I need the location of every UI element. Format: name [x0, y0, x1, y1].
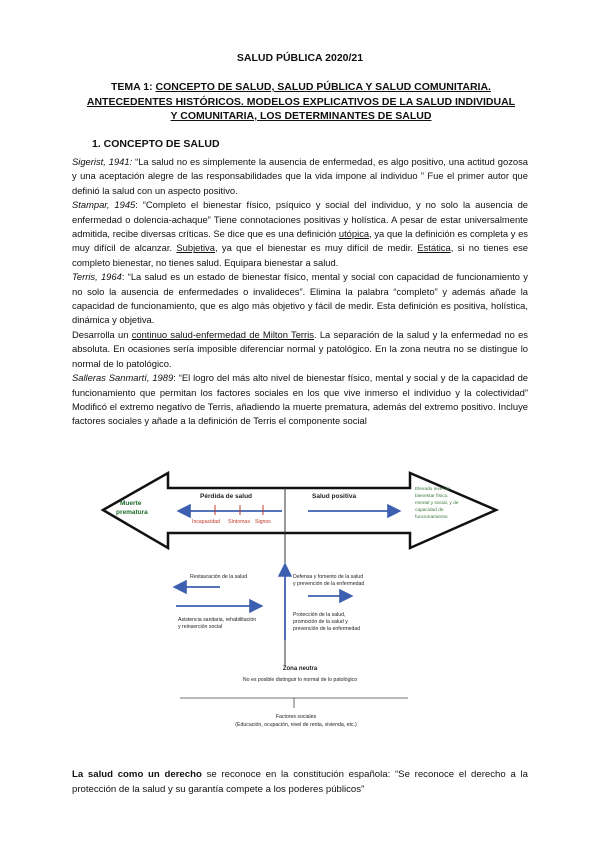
closing-text: se reconoce en la constitución española: “Se reconoce el derecho a la protección de la salud y su garantía compete a los poderes públicos” — [72, 769, 528, 795]
paragraph-terris — [72, 270, 528, 328]
continuo-text-1: Desarrolla un — [72, 328, 132, 340]
tema-heading — [76, 80, 526, 124]
sintomas-label: Síntomas — [228, 519, 250, 525]
defensa-label-1: Defensa y fomento de la salud — [293, 574, 364, 580]
salud-positiva-label: Salud positiva — [312, 493, 357, 500]
elevado-label-1: Elevado nivel de — [415, 487, 451, 492]
defensa-label-2: y prevención de la enfermedad — [293, 581, 365, 587]
proteccion-label-2: promoción de la salud y — [293, 619, 348, 625]
tema-line-1 — [76, 80, 526, 95]
muerte-label-1: Muerte — [120, 500, 142, 507]
proteccion-label-3: prevención de la enfermedad — [293, 626, 361, 632]
stampar-text-1: : “Completo el bienestar físico, psíquico y social del individuo, y no solo la ausencia de enfermedad o dolencia-achaque” Tiene connotaciones positivas y holística. A pesar de estar universalmente admitida, recibe diversas críticas. Se dice que es una definición — [72, 199, 528, 240]
perdida-label: Pérdida de salud — [200, 493, 253, 500]
stampar-text-3: , ya que el bienestar es muy difícil de medir. — [214, 242, 418, 254]
elevado-label-4: capacidad de — [415, 508, 444, 513]
muerte-label-2: prematura — [116, 509, 148, 516]
elevado-label-2: bienestar físico, — [415, 494, 449, 499]
signos-label: Signos — [255, 519, 271, 525]
health-continuum-diagram — [100, 470, 500, 755]
factores-label-1: Factores sociales — [275, 714, 317, 720]
paragraph-salleras — [72, 371, 528, 429]
paragraph-continuo — [72, 328, 528, 371]
zona-neutra-label: Zona neutra — [282, 666, 318, 672]
section-heading: 1. CONCEPTO DE SALUD — [92, 138, 220, 150]
stampar-author: Stampar, 1945 — [72, 199, 136, 211]
stampar-subjetiva: Subjetiva — [176, 242, 215, 254]
stampar-utopica: utópica — [338, 228, 370, 240]
proteccion-label-1: Protección de la salud, — [293, 612, 346, 618]
tema-line-3: Y COMUNITARIA, LOS DETERMINANTES DE SALUD — [170, 110, 432, 122]
stampar-text-4: , si no tienes ese completo bienestar, no tienes salud. Equipara bienestar a salud. — [72, 242, 528, 268]
stampar-text-2: , ya que la definición es completa y es muy difícil de alcanzar. — [72, 228, 528, 254]
terris-author: Terris, 1964 — [72, 271, 122, 283]
incapacidad-label: Incapacidad — [192, 519, 220, 525]
sigerist-text: “La salud no es simplemente la ausencia de enfermedad, es algo positivo, una actitud gozosa y una aceptación alegre de las responsabilidades que la vida impone al individuo ” Fue el primer autor que definió la salud con un aspecto positivo. — [72, 156, 528, 196]
elevado-label-3: mental y social, y de — [415, 501, 459, 506]
tema-line-2: ANTECEDENTES HISTÓRICOS. MODELOS EXPLICATIVOS DE LA SALUD INDIVIDUAL — [86, 95, 516, 108]
restauracion-label: Restauración de la salud — [190, 574, 248, 580]
continuo-link: continuo salud-enfermedad de Milton Terris — [131, 328, 314, 340]
elevado-label-5: funcionamiento — [415, 515, 448, 520]
tema-prefix: TEMA 1: — [111, 81, 156, 93]
closing-bold-lead: La salud como un derecho — [72, 769, 202, 780]
terris-text: : “La salud es un estado de bienestar físico, mental y social con capacidad de funcionamiento y no solo la ausencia de enfermedades o invalideces”. Elimina la palabra “completo” y además añade la capacidad de funcionamiento, que es algo más objetivo y fácil de medir. Esta definición es positiva, holística, dinámica y objetiva. — [72, 271, 528, 326]
definitions-body — [72, 155, 528, 429]
factores-label-2: (Educación, ocupación, nivel de renta, vivienda, etc.) — [235, 722, 357, 728]
page-title: SALUD PÚBLICA 2020/21 — [236, 52, 364, 64]
continuum-svg — [100, 470, 500, 755]
asistencia-label-1: Asistencia sanitaria, rehabilitación — [178, 617, 257, 623]
salleras-author: Salleras Sanmartí, 1989 — [72, 372, 174, 384]
salleras-text: : “El logro del más alto nivel de bienestar físico, mental y social y de la capacidad de funcionamiento que permitan los factores sociales en los que vive inmerso el individuo y la colectividad” Modificó el extremo negativo de Terris, añadiendo la muerte prematura, además del extremo positivo. Incluye factores sociales y añade a la definición de Terris el componente social — [72, 372, 528, 427]
continuo-text-2: . La separación de la salud y la enfermedad no es absoluta. En ocasiones sería imposible diferenciar normal y patológico. En la zona neutra no se distingue lo normal de lo patológico. — [72, 328, 528, 369]
asistencia-label-2: y reinserción social — [178, 624, 223, 630]
paragraph-stampar — [72, 198, 528, 270]
sigerist-author: Sigerist, 1941: — [72, 156, 133, 167]
tema-title-1: CONCEPTO DE SALUD, SALUD PÚBLICA Y SALUD COMUNITARIA. — [155, 81, 491, 93]
zona-neutra-desc: No es posible distinguir lo normal de lo patológico — [242, 677, 358, 683]
stampar-estatica: Estática — [417, 242, 451, 254]
closing-paragraph — [72, 768, 528, 797]
paragraph-sigerist — [72, 155, 528, 198]
